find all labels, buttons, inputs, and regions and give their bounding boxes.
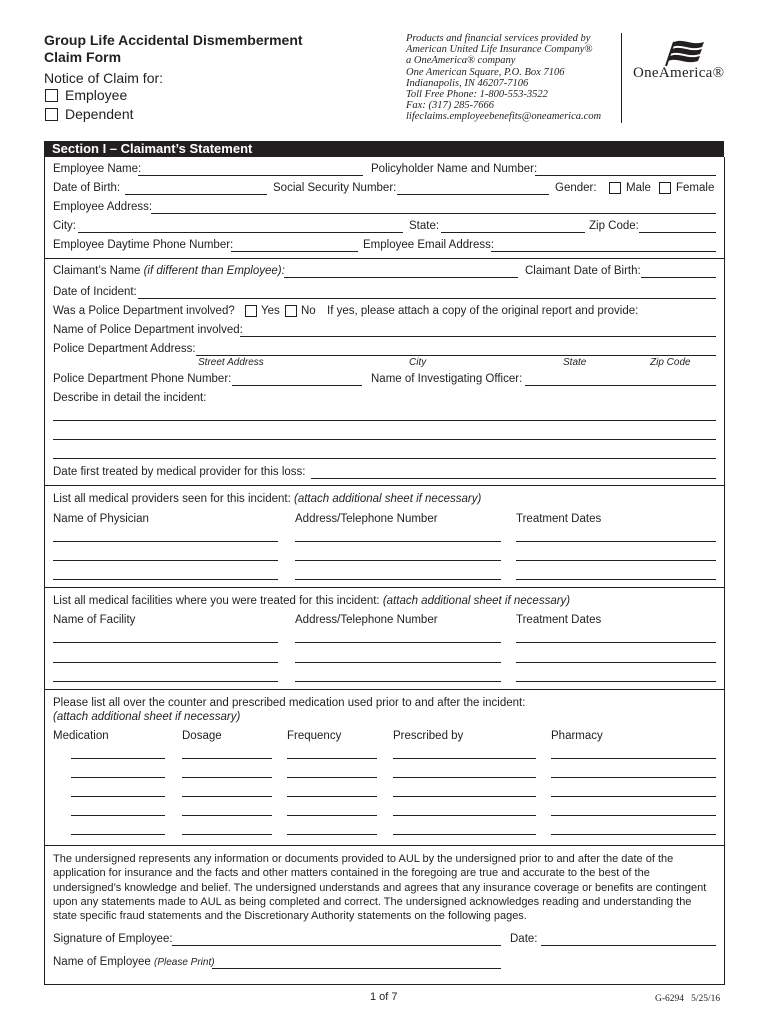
claimant-name-hint: (if different than Employee): (143, 265, 285, 277)
frequency-field[interactable] (287, 815, 377, 816)
print-name-field[interactable] (212, 968, 501, 969)
zip-label: Zip Code: (589, 220, 639, 232)
dosage-field[interactable] (182, 796, 272, 797)
policyholder-label: Policyholder Name and Number: (371, 163, 538, 175)
form-id: G-6294 5/25/16 (655, 994, 721, 1004)
frequency-field[interactable] (287, 777, 377, 778)
medication-field[interactable] (71, 796, 165, 797)
frequency-field[interactable] (287, 796, 377, 797)
medication-field[interactable] (71, 777, 165, 778)
female-checkbox[interactable] (659, 182, 671, 194)
first-treated-field[interactable] (311, 478, 716, 479)
company-line: Indianapolis, IN 46207-7106 (406, 77, 529, 89)
divider (44, 258, 725, 259)
provider-dates-field[interactable] (516, 541, 716, 542)
signature-date-label: Date: (510, 933, 538, 945)
street-sublabel: Street Address (198, 357, 264, 368)
describe-line[interactable] (53, 458, 716, 459)
company-line: American United Life Insurance Company® (406, 44, 593, 56)
female-label: Female (676, 182, 715, 194)
signature-date-field[interactable] (541, 945, 716, 946)
divider (44, 587, 725, 588)
providers-hint: (attach additional sheet if necessary) (293, 493, 482, 505)
company-line: Fax: (317) 285-7666 (406, 100, 495, 112)
company-line: a OneAmerica® company (406, 55, 516, 67)
employee-name-label: Employee Name: (53, 163, 142, 175)
prescribed-by-field[interactable] (393, 777, 536, 778)
police-address-field[interactable] (196, 355, 716, 356)
dob-label: Date of Birth: (53, 182, 121, 194)
prescribed-by-field[interactable] (393, 758, 536, 759)
prescribed-by-column-header: Prescribed by (393, 730, 464, 742)
company-line: Toll Free Phone: 1-800-553-3522 (406, 89, 548, 101)
section-title: Section I – Claimant’s Statement (52, 141, 253, 156)
frequency-field[interactable] (287, 758, 377, 759)
dependent-option-label: Dependent (65, 106, 134, 122)
facility-field[interactable] (53, 642, 278, 643)
facility-address-field[interactable] (295, 681, 501, 682)
physician-field[interactable] (53, 541, 278, 542)
pharmacy-field[interactable] (551, 758, 716, 759)
dosage-field[interactable] (182, 758, 272, 759)
facility-address-column-header: Address/Telephone Number (295, 614, 438, 626)
facilities-hint: (attach additional sheet if necessary) (382, 595, 571, 607)
page-number: 1 of 7 (370, 991, 398, 1003)
describe-label: Describe in detail the incident: (53, 392, 207, 404)
dosage-field[interactable] (182, 815, 272, 816)
facilities-intro-text: List all medical facilities where you were treated for this incident: (53, 595, 380, 607)
company-line: lifeclaims.employeebenefits@oneamerica.com (406, 111, 602, 123)
gender-label: Gender: (555, 182, 597, 194)
signature-field[interactable] (172, 945, 501, 946)
provider-dates-field[interactable] (516, 579, 716, 580)
prescribed-by-field[interactable] (393, 834, 536, 835)
form-title (44, 32, 303, 66)
divider (44, 689, 725, 690)
pharmacy-column-header: Pharmacy (551, 730, 603, 742)
city-sublabel: City (409, 357, 427, 368)
male-label: Male (626, 182, 651, 194)
city-label: City: (53, 220, 76, 232)
facility-dates-field[interactable] (516, 642, 716, 643)
medication-field[interactable] (71, 815, 165, 816)
facility-field[interactable] (53, 681, 278, 682)
frequency-column-header: Frequency (287, 730, 342, 742)
police-question: Was a Police Department involved? (53, 305, 235, 317)
providers-intro (53, 493, 481, 506)
divider (44, 485, 725, 486)
police-address-label: Police Department Address: (53, 343, 196, 355)
frame-left (44, 157, 45, 985)
state-sublabel: State (563, 357, 587, 368)
print-name-label (53, 956, 215, 969)
police-no-label: No (301, 305, 316, 317)
describe-line[interactable] (53, 420, 716, 421)
physician-column-header: Name of Physician (53, 513, 149, 525)
facilities-intro (53, 595, 570, 608)
claimant-name-text: Claimant’s Name (53, 265, 141, 277)
police-phone-field[interactable] (232, 385, 362, 386)
form-title-line1: Group Life Accidental Dismemberment (44, 32, 303, 48)
medication-intro: Please list all over the counter and prescribed medication used prior to and after the incident: (53, 697, 526, 709)
facility-dates-field[interactable] (516, 662, 716, 663)
medication-column-header: Medication (53, 730, 109, 742)
company-line: Products and financial services provided by (406, 33, 591, 44)
print-name-hint: (Please Print) (154, 957, 215, 968)
form-title-line2: Claim Form (44, 49, 122, 65)
dependent-checkbox[interactable] (45, 108, 58, 121)
physician-field[interactable] (53, 560, 278, 561)
provider-address-column-header: Address/Telephone Number (295, 513, 438, 525)
state-label: State: (409, 220, 440, 232)
police-phone-label: Police Department Phone Number: (53, 373, 232, 385)
city-field[interactable] (78, 232, 403, 233)
email-label: Employee Email Address: (363, 239, 495, 251)
print-name-text: Name of Employee (53, 956, 151, 968)
first-treated-label: Date first treated by medical provider for this loss: (53, 466, 306, 478)
facility-dates-column-header: Treatment Dates (516, 614, 602, 626)
company-line: One American Square, P.O. Box 7106 (406, 66, 565, 78)
provider-dates-column-header: Treatment Dates (516, 513, 602, 525)
dosage-column-header: Dosage (182, 730, 222, 742)
physician-field[interactable] (53, 579, 278, 580)
medication-field[interactable] (71, 758, 165, 759)
incident-date-label: Date of Incident: (53, 286, 137, 298)
police-yes-checkbox[interactable] (245, 305, 257, 317)
header-divider (621, 33, 622, 123)
flag-logo-icon (662, 38, 708, 68)
medication-hint: (attach additional sheet if necessary) (53, 711, 241, 723)
police-name-label: Name of Police Department involved: (53, 324, 243, 336)
company-logo-text: OneAmerica® (633, 65, 725, 81)
facility-dates-field[interactable] (516, 681, 716, 682)
facility-address-field[interactable] (295, 642, 501, 643)
divider (44, 845, 725, 846)
police-note: If yes, please attach a copy of the original report and provide: (327, 305, 639, 317)
facility-column-header: Name of Facility (53, 614, 136, 626)
police-no-checkbox[interactable] (285, 305, 297, 317)
employee-option-label: Employee (65, 87, 128, 103)
frame-bottom (44, 984, 725, 985)
state-field[interactable] (441, 232, 585, 233)
pharmacy-field[interactable] (551, 815, 716, 816)
incident-date-field[interactable] (138, 298, 716, 299)
dosage-field[interactable] (182, 777, 272, 778)
dob-field[interactable] (125, 194, 267, 195)
provider-address-field[interactable] (295, 579, 501, 580)
phone-field[interactable] (231, 251, 358, 252)
provider-address-field[interactable] (295, 541, 501, 542)
ssn-field[interactable] (397, 194, 549, 195)
pharmacy-field[interactable] (551, 796, 716, 797)
providers-intro-text: List all medical providers seen for this incident: (53, 493, 291, 505)
attestation-text: The undersigned represents any information or documents provided to AUL by the undersigned prior to and after the date of the application for insurance and the facts and other matters contained in the foregoing are true and accurate to the best of the undersigned’s knowledge and belief. The undersigned understands and agrees that any insurance coverage or benefits are contingent upon any statements made to AUL as being completed and correct. The undersigned acknowledges reading and understanding the state specific fraud statements and the Discretionary Authority statements on the following pages. (53, 853, 707, 923)
frame-right (724, 157, 725, 985)
ssn-label: Social Security Number: (273, 182, 397, 194)
phone-label: Employee Daytime Phone Number: (53, 239, 234, 251)
address-field[interactable] (151, 213, 716, 214)
facility-address-field[interactable] (295, 662, 501, 663)
prescribed-by-field[interactable] (393, 796, 536, 797)
pharmacy-field[interactable] (551, 834, 716, 835)
zip-field[interactable] (639, 232, 716, 233)
claimant-dob-field[interactable] (641, 277, 716, 278)
officer-label: Name of Investigating Officer: (371, 373, 523, 385)
policyholder-field[interactable] (535, 175, 716, 176)
email-field[interactable] (491, 251, 716, 252)
medication-field[interactable] (71, 834, 165, 835)
dosage-field[interactable] (182, 834, 272, 835)
claimant-name-label (53, 265, 285, 278)
police-yes-label: Yes (261, 305, 280, 317)
signature-label: Signature of Employee: (53, 933, 173, 945)
provider-dates-field[interactable] (516, 560, 716, 561)
company-info (406, 33, 601, 123)
prescribed-by-field[interactable] (393, 815, 536, 816)
facility-field[interactable] (53, 662, 278, 663)
address-label: Employee Address: (53, 201, 153, 213)
pharmacy-field[interactable] (551, 777, 716, 778)
employee-name-field[interactable] (138, 175, 363, 176)
provider-address-field[interactable] (295, 560, 501, 561)
section-header (44, 141, 724, 157)
police-name-field[interactable] (240, 336, 716, 337)
describe-line[interactable] (53, 439, 716, 440)
frequency-field[interactable] (287, 834, 377, 835)
male-checkbox[interactable] (609, 182, 621, 194)
employee-checkbox[interactable] (45, 89, 58, 102)
officer-field[interactable] (525, 385, 716, 386)
claimant-dob-label: Claimant Date of Birth: (525, 265, 641, 277)
zip-sublabel: Zip Code (650, 357, 691, 368)
claimant-name-field[interactable] (284, 277, 518, 278)
notice-label: Notice of Claim for: (44, 70, 164, 86)
